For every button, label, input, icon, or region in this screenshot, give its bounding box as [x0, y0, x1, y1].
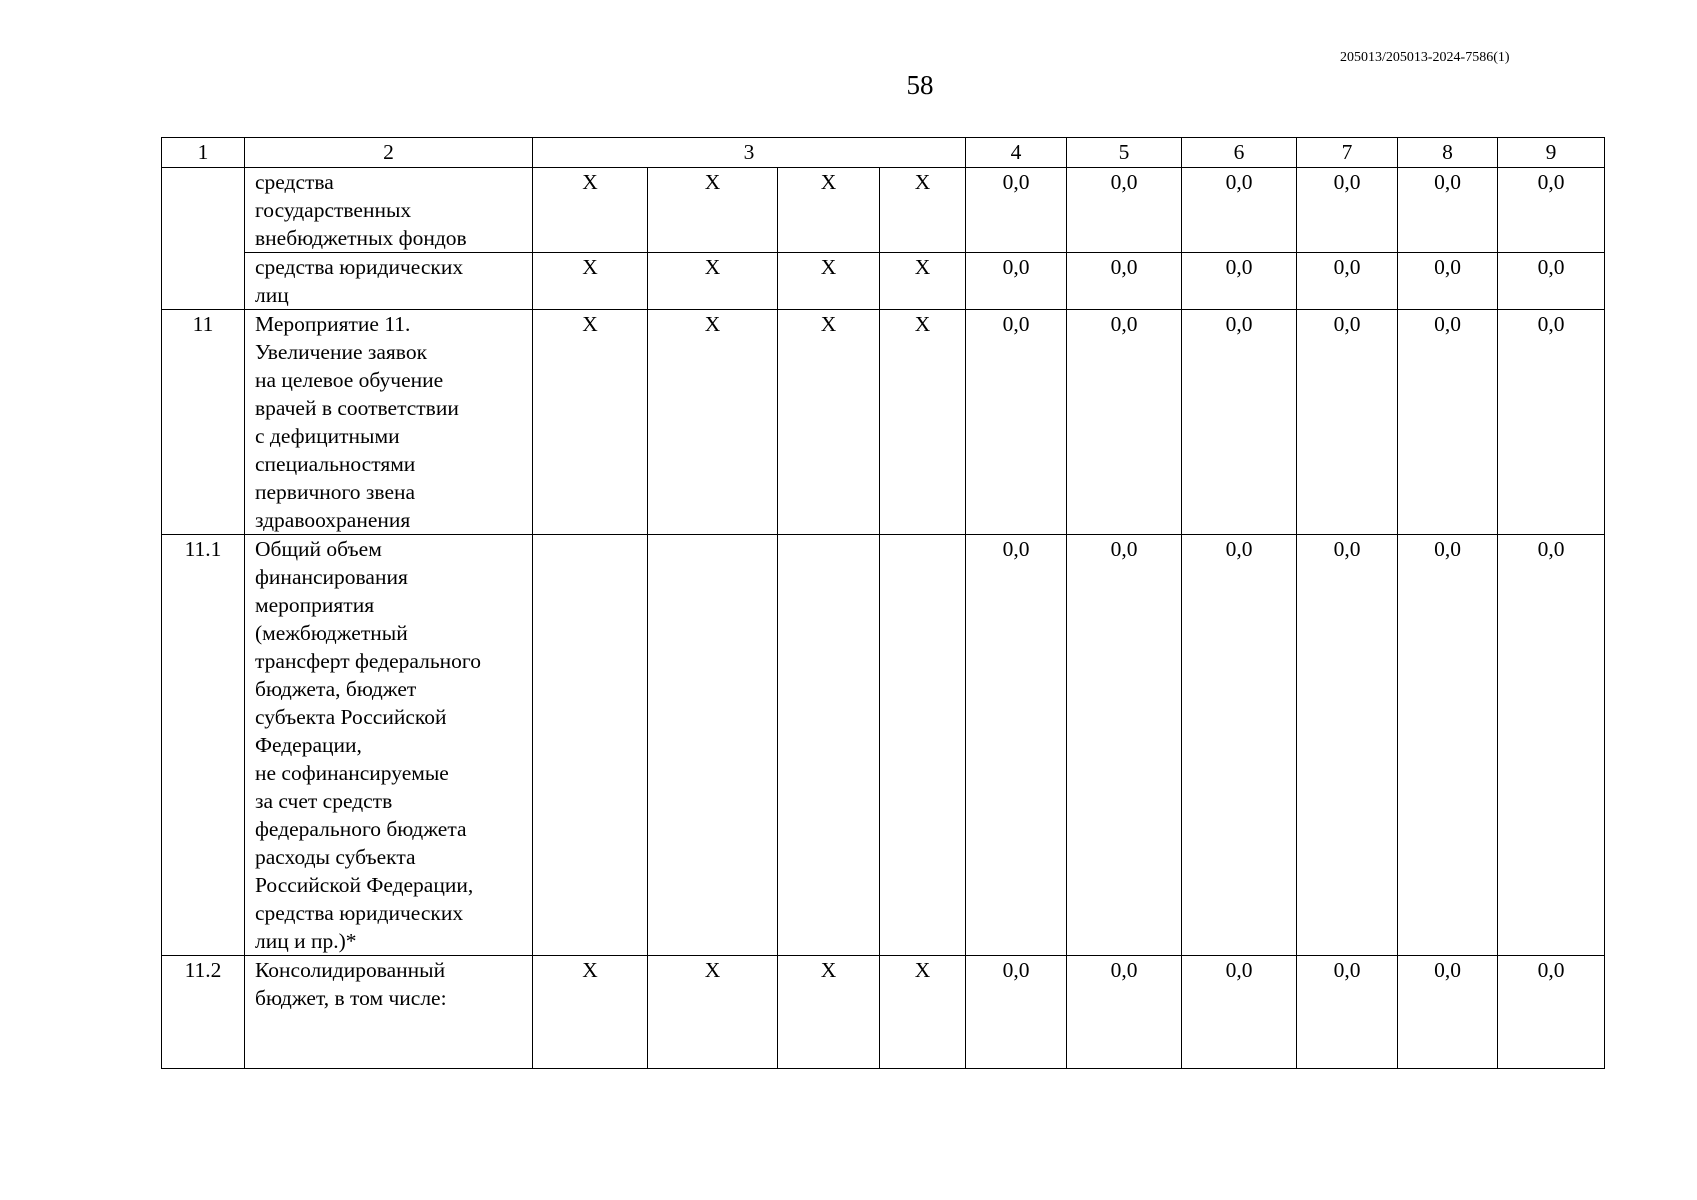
column-header: 7	[1297, 138, 1398, 168]
column-header: 4	[966, 138, 1067, 168]
value-cell: 0,0	[966, 168, 1067, 253]
value-cell: 0,0	[1067, 535, 1182, 956]
mark-cell: X	[533, 310, 648, 535]
mark-cell: X	[880, 253, 966, 310]
mark-cell: X	[880, 310, 966, 535]
value-cell: 0,0	[1067, 310, 1182, 535]
column-header: 5	[1067, 138, 1182, 168]
value-cell: 0,0	[1182, 956, 1297, 1069]
mark-cell: X	[648, 310, 778, 535]
value-cell: 0,0	[966, 310, 1067, 535]
mark-cell: X	[648, 253, 778, 310]
mark-cell: X	[648, 956, 778, 1069]
mark-cell: X	[778, 956, 880, 1069]
row-description: Мероприятие 11. Увеличение заявок на целевое обучение врачей в соответствии с дефицитными специальностями первичного звена здравоохранения	[245, 310, 533, 535]
value-cell: 0,0	[1398, 535, 1498, 956]
value-cell: 0,0	[1498, 168, 1605, 253]
table-row	[162, 168, 1605, 253]
value-cell: 0,0	[1297, 253, 1398, 310]
mark-cell	[648, 535, 778, 956]
document-id: 205013/205013-2024-7586(1)	[1340, 50, 1510, 65]
mark-cell	[880, 535, 966, 956]
row-description: Общий объем финансирования мероприятия (межбюджетный трансферт федерального бюджета, бюджет субъекта Российской Федерации, не софинансируемые за счет средств федерального бюджета расходы субъекта Российской Федерации, средства юридических лиц и пр.)*	[245, 535, 533, 956]
value-cell: 0,0	[1182, 168, 1297, 253]
mark-cell: X	[778, 310, 880, 535]
value-cell: 0,0	[966, 535, 1067, 956]
value-cell: 0,0	[1398, 168, 1498, 253]
value-cell: 0,0	[1398, 253, 1498, 310]
mark-cell: X	[533, 253, 648, 310]
value-cell: 0,0	[1182, 253, 1297, 310]
mark-cell	[778, 535, 880, 956]
value-cell: 0,0	[1398, 956, 1498, 1069]
table-row	[162, 310, 1605, 535]
mark-cell	[533, 535, 648, 956]
column-header: 9	[1498, 138, 1605, 168]
table-row	[162, 253, 1605, 310]
row-number-cell: 11	[162, 310, 245, 535]
value-cell: 0,0	[1067, 956, 1182, 1069]
row-number-cell: 11.2	[162, 956, 245, 1069]
row-description: средства юридических лиц	[245, 253, 533, 310]
column-header: 6	[1182, 138, 1297, 168]
value-cell: 0,0	[1498, 956, 1605, 1069]
mark-cell: X	[880, 168, 966, 253]
value-cell: 0,0	[1067, 253, 1182, 310]
value-cell: 0,0	[1498, 535, 1605, 956]
row-number-cell: 11.1	[162, 535, 245, 956]
value-cell: 0,0	[1182, 310, 1297, 535]
table-row	[162, 535, 1605, 956]
value-cell: 0,0	[1297, 956, 1398, 1069]
value-cell: 0,0	[966, 253, 1067, 310]
row-number-cell	[162, 168, 245, 310]
mark-cell: X	[533, 168, 648, 253]
value-cell: 0,0	[1498, 253, 1605, 310]
column-header: 8	[1398, 138, 1498, 168]
page-number: 58	[906, 70, 934, 100]
value-cell: 0,0	[1067, 168, 1182, 253]
value-cell: 0,0	[1182, 535, 1297, 956]
value-cell: 0,0	[1297, 535, 1398, 956]
table-header-row	[162, 138, 1605, 168]
row-description: средства государственных внебюджетных фондов	[245, 168, 533, 253]
table-row	[162, 956, 1605, 1069]
mark-cell: X	[648, 168, 778, 253]
column-header: 3	[533, 138, 966, 168]
value-cell: 0,0	[1297, 310, 1398, 535]
value-cell: 0,0	[966, 956, 1067, 1069]
row-description: Консолидированный бюджет, в том числе:	[245, 956, 533, 1069]
value-cell: 0,0	[1297, 168, 1398, 253]
mark-cell: X	[778, 253, 880, 310]
column-header: 1	[162, 138, 245, 168]
value-cell: 0,0	[1398, 310, 1498, 535]
mark-cell: X	[533, 956, 648, 1069]
mark-cell: X	[880, 956, 966, 1069]
value-cell: 0,0	[1498, 310, 1605, 535]
mark-cell: X	[778, 168, 880, 253]
column-header: 2	[245, 138, 533, 168]
funding-table	[161, 137, 1605, 1069]
